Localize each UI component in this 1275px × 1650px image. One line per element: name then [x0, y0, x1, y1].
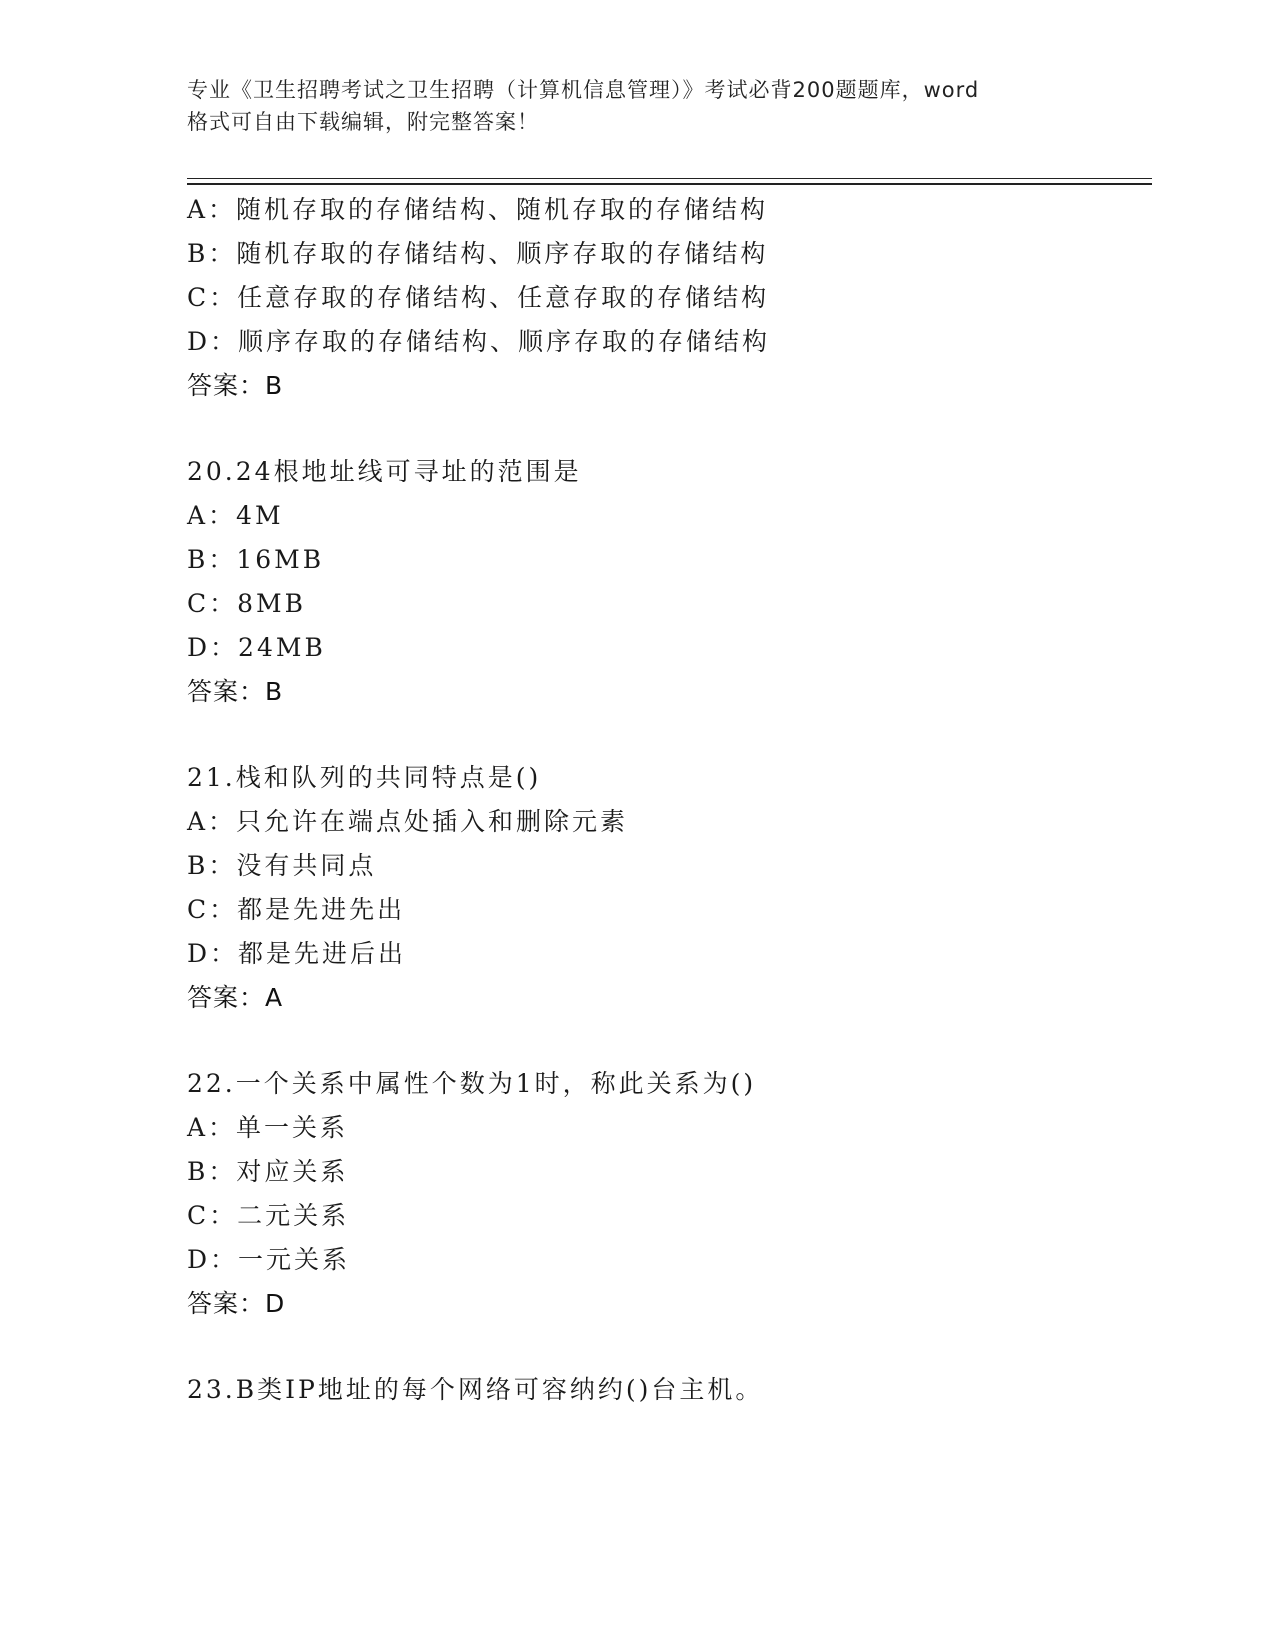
document-header [187, 74, 1087, 138]
option-d: D：24MB [187, 633, 326, 662]
option-c: C：8MB [187, 589, 307, 618]
question-title: 22.一个关系中属性个数为1时，称此关系为() [187, 1069, 757, 1098]
answer-line: 答案：A [187, 983, 284, 1012]
question-title: 21.栈和队列的共同特点是() [187, 763, 542, 792]
header-divider-thin [187, 178, 1152, 179]
header-line-1: 专业《卫生招聘考试之卫生招聘（计算机信息管理）》考试必背200题题库，word [187, 78, 980, 102]
option-b: B：随机存取的存储结构、顺序存取的存储结构 [187, 239, 769, 268]
option-c: C：都是先进先出 [187, 895, 406, 924]
question-title: 20.24根地址线可寻址的范围是 [187, 457, 582, 486]
option-a: A：单一关系 [187, 1113, 349, 1142]
option-d: D：一元关系 [187, 1245, 351, 1274]
answer-line: 答案：B [187, 677, 284, 706]
option-d: D：都是先进后出 [187, 939, 407, 968]
option-a: A：4M [187, 501, 284, 530]
option-b: B：没有共同点 [187, 851, 377, 880]
option-a: A：随机存取的存储结构、随机存取的存储结构 [187, 195, 769, 224]
header-divider-thick [187, 183, 1152, 185]
question-title: 23.B类IP地址的每个网络可容纳约()台主机。 [187, 1375, 764, 1404]
answer-line: 答案：D [187, 1289, 286, 1318]
option-b: B：对应关系 [187, 1157, 349, 1186]
option-b: B：16MB [187, 545, 325, 574]
answer-line: 答案：B [187, 371, 284, 400]
option-c: C：二元关系 [187, 1201, 350, 1230]
option-a: A：只允许在端点处插入和删除元素 [187, 807, 629, 836]
option-d: D：顺序存取的存储结构、顺序存取的存储结构 [187, 327, 771, 356]
header-line-2: 格式可自由下载编辑，附完整答案！ [187, 110, 539, 134]
option-c: C：任意存取的存储结构、任意存取的存储结构 [187, 283, 770, 312]
